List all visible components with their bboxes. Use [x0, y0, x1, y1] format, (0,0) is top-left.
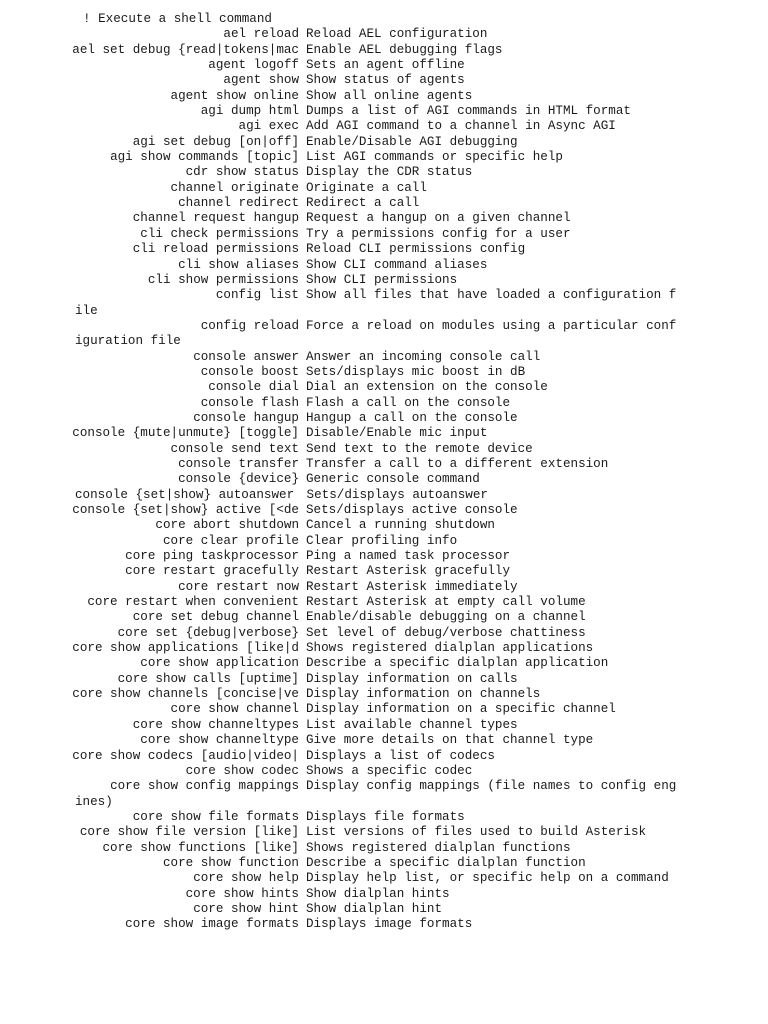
- command-name: core show function: [162, 855, 299, 870]
- command-name: agent show online: [170, 88, 299, 103]
- command-name: cli reload permissions: [132, 242, 299, 257]
- command-description: Restart Asterisk at empty call volume: [306, 595, 586, 610]
- command-description: Answer an incoming console call: [306, 349, 541, 364]
- command-row: [0, 779, 768, 794]
- shell-command-line: ! Execute a shell command: [83, 12, 272, 26]
- command-name: core show image formats: [125, 917, 299, 932]
- command-description: Display config mappings (file names to config eng: [306, 779, 677, 794]
- command-row: [0, 825, 768, 840]
- command-row: [0, 181, 768, 196]
- command-row: [0, 150, 768, 165]
- command-description: Restart Asterisk gracefully: [306, 564, 511, 579]
- command-name: console boost: [200, 364, 299, 379]
- command-row: [0, 457, 768, 472]
- command-name: core show hint: [193, 901, 299, 916]
- command-row: [0, 258, 768, 273]
- command-row: [0, 641, 768, 656]
- command-row: [0, 810, 768, 825]
- command-name: core show calls [uptime]: [117, 671, 299, 686]
- command-description: Clear profiling info: [306, 533, 458, 548]
- command-description: Disable/Enable mic input: [306, 426, 488, 441]
- command-row: [0, 135, 768, 150]
- command-name: core show codec: [185, 763, 299, 778]
- command-name: cli show aliases: [178, 257, 299, 272]
- command-row: [0, 595, 768, 610]
- command-name: console hangup: [193, 410, 299, 425]
- command-description: List versions of files used to build Asterisk: [306, 825, 647, 840]
- command-row: [0, 319, 768, 334]
- command-description: Sets/displays active console: [306, 503, 518, 517]
- command-row: [0, 917, 768, 932]
- command-row: [0, 380, 768, 395]
- command-description: Show dialplan hint: [306, 901, 443, 916]
- command-name: agi exec: [238, 119, 299, 134]
- command-description: Show all files that have loaded a configuration f: [306, 288, 677, 303]
- command-name: channel originate: [170, 180, 299, 195]
- command-description: Describe a specific dialplan function: [306, 855, 586, 870]
- command-name: core show file formats: [132, 809, 299, 824]
- command-description: Request a hangup on a given channel: [306, 211, 571, 226]
- command-name: console send text: [170, 441, 299, 456]
- command-name: console {device}: [178, 472, 299, 487]
- command-description: Enable/disable debugging on a channel: [306, 610, 586, 625]
- command-name: channel request hangup: [132, 211, 299, 226]
- command-row: [0, 488, 768, 503]
- command-row: [0, 856, 768, 871]
- command-description: Restart Asterisk immediately: [306, 579, 518, 594]
- command-name: ael reload: [223, 27, 299, 42]
- command-row: [0, 196, 768, 211]
- command-row: [0, 564, 768, 579]
- command-description: Describe a specific dialplan application: [306, 656, 609, 671]
- command-name: ael set debug {read|tokens|mac: [72, 42, 299, 57]
- command-name: core show config mappings: [110, 779, 299, 794]
- command-description: Show dialplan hints: [306, 886, 450, 901]
- command-row: [0, 549, 768, 564]
- command-row: [0, 242, 768, 257]
- command-name: core show help: [193, 871, 299, 886]
- command-name: core show channels [concise|ve: [72, 687, 299, 702]
- command-description: List AGI commands or specific help: [306, 150, 563, 165]
- command-name: core show application: [140, 656, 299, 671]
- command-description: Set level of debug/verbose chattiness: [306, 625, 586, 640]
- command-row: [0, 472, 768, 487]
- description-continuation: ines): [75, 794, 113, 809]
- command-description: Flash a call on the console: [306, 395, 511, 410]
- command-description: Dial an extension on the console: [306, 380, 548, 395]
- command-name: agi dump html: [200, 104, 299, 119]
- command-name: agi show commands [topic]: [110, 150, 299, 165]
- command-name: console {set|show} autoanswer: [75, 487, 295, 502]
- command-name: console answer: [193, 349, 299, 364]
- command-description: Reload CLI permissions config: [306, 242, 526, 257]
- command-row: [0, 58, 768, 73]
- command-row: [0, 733, 768, 748]
- command-name: console {mute|unmute} [toggle]: [72, 426, 299, 441]
- command-description: Sets/displays mic boost in dB: [306, 364, 526, 379]
- command-row: [0, 702, 768, 717]
- command-name: core show applications [like|d: [72, 641, 299, 656]
- command-name: core restart gracefully: [125, 564, 299, 579]
- command-description: Add AGI command to a channel in Async AGI: [306, 119, 616, 134]
- command-row: [0, 43, 768, 58]
- command-description: Give more details on that channel type: [306, 733, 594, 748]
- command-description: Redirect a call: [306, 196, 420, 211]
- description-continuation: iguration file: [75, 334, 181, 349]
- command-row: [0, 365, 768, 380]
- command-row: [0, 718, 768, 733]
- command-name: core show codecs [audio|video|: [72, 748, 299, 763]
- command-description: Sets an agent offline: [306, 58, 465, 73]
- command-description: Display information on calls: [306, 671, 518, 686]
- command-description: Generic console command: [306, 472, 480, 487]
- command-description: Enable/Disable AGI debugging: [306, 134, 518, 149]
- command-description: Show CLI command aliases: [306, 257, 488, 272]
- command-description: Originate a call: [306, 180, 427, 195]
- command-row: [0, 518, 768, 533]
- command-row: [0, 211, 768, 226]
- command-description: Try a permissions config for a user: [306, 226, 571, 241]
- command-row: [0, 841, 768, 856]
- command-name: agent show: [223, 73, 299, 88]
- command-row: [0, 887, 768, 902]
- command-description: Reload AEL configuration: [306, 27, 488, 42]
- command-row: [0, 27, 768, 42]
- command-description: Displays image formats: [306, 917, 473, 932]
- command-row: [0, 626, 768, 641]
- command-row: [0, 902, 768, 917]
- command-description: Show status of agents: [306, 73, 465, 88]
- command-description: Transfer a call to a different extension: [306, 456, 609, 471]
- command-description: Cancel a running shutdown: [306, 518, 495, 533]
- command-row: [0, 411, 768, 426]
- command-name: core show channel: [170, 702, 299, 717]
- command-description: Send text to the remote device: [306, 441, 533, 456]
- command-name: config reload: [200, 318, 299, 333]
- command-description: Force a reload on modules using a particular conf: [306, 318, 677, 333]
- command-row: [0, 442, 768, 457]
- command-name: core show file version [like]: [79, 825, 299, 840]
- command-name: core set debug channel: [132, 610, 299, 625]
- command-description: Displays file formats: [306, 809, 465, 824]
- command-name: core ping taskprocessor: [125, 549, 299, 564]
- command-name: core restart when convenient: [87, 595, 299, 610]
- command-row: [0, 672, 768, 687]
- command-row: [0, 396, 768, 411]
- command-row: [0, 871, 768, 886]
- command-row: [0, 687, 768, 702]
- command-description: Sets/displays autoanswer: [299, 487, 488, 502]
- command-row: [0, 288, 768, 303]
- command-row: [0, 580, 768, 595]
- command-row: [0, 165, 768, 180]
- command-name: core restart now: [178, 579, 299, 594]
- command-name: console flash: [200, 395, 299, 410]
- command-description: Shows registered dialplan applications: [306, 641, 594, 656]
- command-name: core show channeltype: [140, 733, 299, 748]
- command-row: [0, 656, 768, 671]
- command-row: [0, 227, 768, 242]
- command-description: Hangup a call on the console: [306, 410, 518, 425]
- command-row: [0, 764, 768, 779]
- command-name: console dial: [208, 380, 299, 395]
- command-row: [0, 534, 768, 549]
- command-description: Shows a specific codec: [306, 763, 473, 778]
- description-continuation: ile: [75, 303, 98, 318]
- command-name: core clear profile: [162, 533, 299, 548]
- command-name: core show channeltypes: [132, 717, 299, 732]
- command-description: Enable AEL debugging flags: [306, 42, 503, 57]
- command-name: console transfer: [178, 456, 299, 471]
- command-name: core show functions [like]: [102, 840, 299, 855]
- command-description: Shows registered dialplan functions: [306, 840, 571, 855]
- command-row: [0, 426, 768, 441]
- command-description: Show CLI permissions: [306, 272, 458, 287]
- command-description: Display help list, or specific help on a command: [306, 871, 669, 886]
- command-description: Display information on a specific channel: [306, 702, 616, 717]
- command-name: config list: [215, 288, 299, 303]
- command-description: Display information on channels: [306, 687, 541, 702]
- command-row: [0, 73, 768, 88]
- command-name: cli show permissions: [147, 272, 299, 287]
- command-name: agi set debug [on|off]: [132, 134, 299, 149]
- command-name: agent logoff: [208, 58, 299, 73]
- command-description: Displays a list of codecs: [306, 748, 495, 763]
- command-description: Show all online agents: [306, 88, 473, 103]
- cli-help-listing: [0, 12, 768, 933]
- command-row: [0, 273, 768, 288]
- command-row: [0, 610, 768, 625]
- command-row: [0, 104, 768, 119]
- command-name: core set {debug|verbose}: [117, 625, 299, 640]
- command-row: [0, 119, 768, 134]
- command-row: [0, 89, 768, 104]
- command-row: [0, 350, 768, 365]
- command-name: core abort shutdown: [155, 518, 299, 533]
- command-description: Ping a named task processor: [306, 549, 511, 564]
- command-description: Dumps a list of AGI commands in HTML format: [306, 104, 631, 119]
- command-name: channel redirect: [178, 196, 299, 211]
- command-name: console {set|show} active [<de: [72, 503, 299, 517]
- command-description: List available channel types: [306, 717, 518, 732]
- command-name: core show hints: [185, 886, 299, 901]
- command-row: [0, 503, 768, 518]
- command-description: Display the CDR status: [306, 165, 473, 180]
- command-list: [0, 27, 768, 932]
- command-name: cli check permissions: [140, 226, 299, 241]
- command-row: [0, 749, 768, 764]
- command-name: cdr show status: [185, 165, 299, 180]
